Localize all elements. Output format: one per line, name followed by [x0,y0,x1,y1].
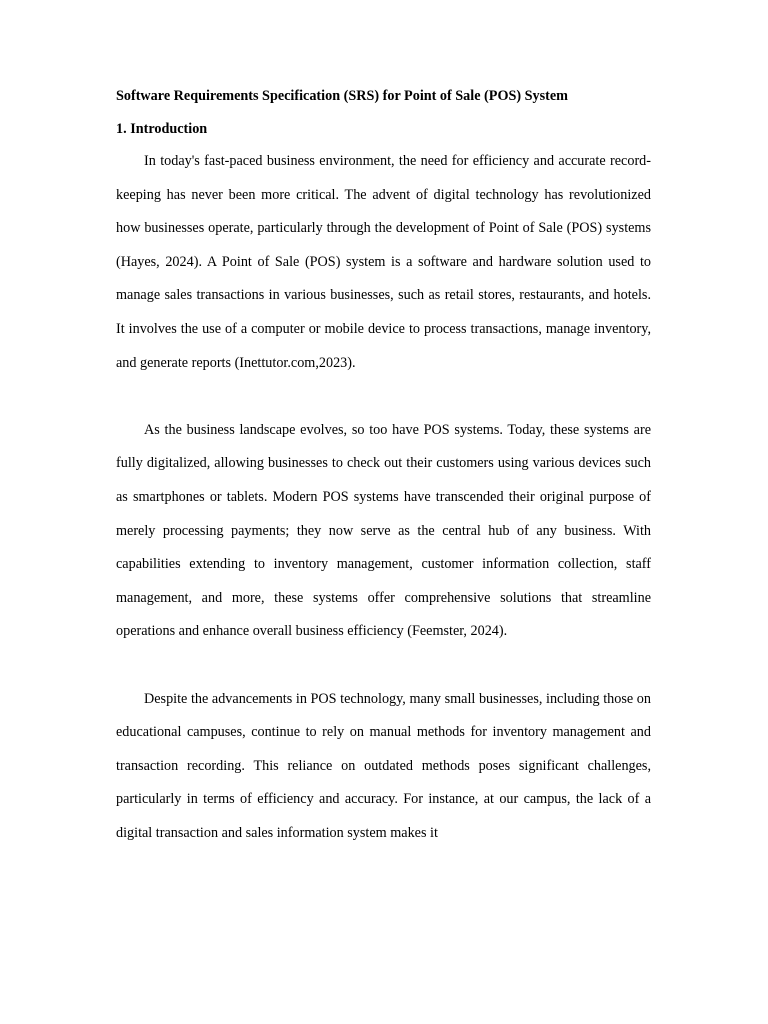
paragraph-2: As the business landscape evolves, so too have POS systems. Today, these systems are fully digitalized, allowing businesses to check out their customers using various devices such as smartphones or tablets. Modern POS systems have transcended their original purpose of merely processing payments; they now serve as the central hub of any business. With capabilities extending to inventory management, customer information collection, staff management, and more, these systems offer comprehensive solutions that streamline operations and enhance overall business efficiency (Feemster, 2024). [116,421,651,640]
paragraph-3: Despite the advancements in POS technology, many small businesses, including those on educational campuses, continue to rely on manual methods for inventory management and transaction recording. This reliance on outdated methods poses significant challenges, particularly in terms of efficiency and accuracy. For instance, at our campus, the lack of a digital transaction and sales information system makes it [116,690,651,841]
paragraph-1: In today's fast-paced business environment, the need for efficiency and accurate record-keeping has never been more critical. The advent of digital technology has revolutionized how businesses operate, particularly through the development of Point of Sale (POS) systems (Hayes, 2024). A Point of Sale (POS) system is a software and hardware solution used to manage sales transactions in various businesses, such as retail stores, restaurants, and hotels. It involves the use of a computer or mobile device to process transactions, manage inventory, and generate reports (Inettutor.com,2023). [116,153,651,371]
document-page [116,86,651,850]
section-heading-introduction: 1. Introduction [116,121,208,137]
document-title: Software Requirements Specification (SRS) for Point of Sale (POS) System [116,88,568,104]
